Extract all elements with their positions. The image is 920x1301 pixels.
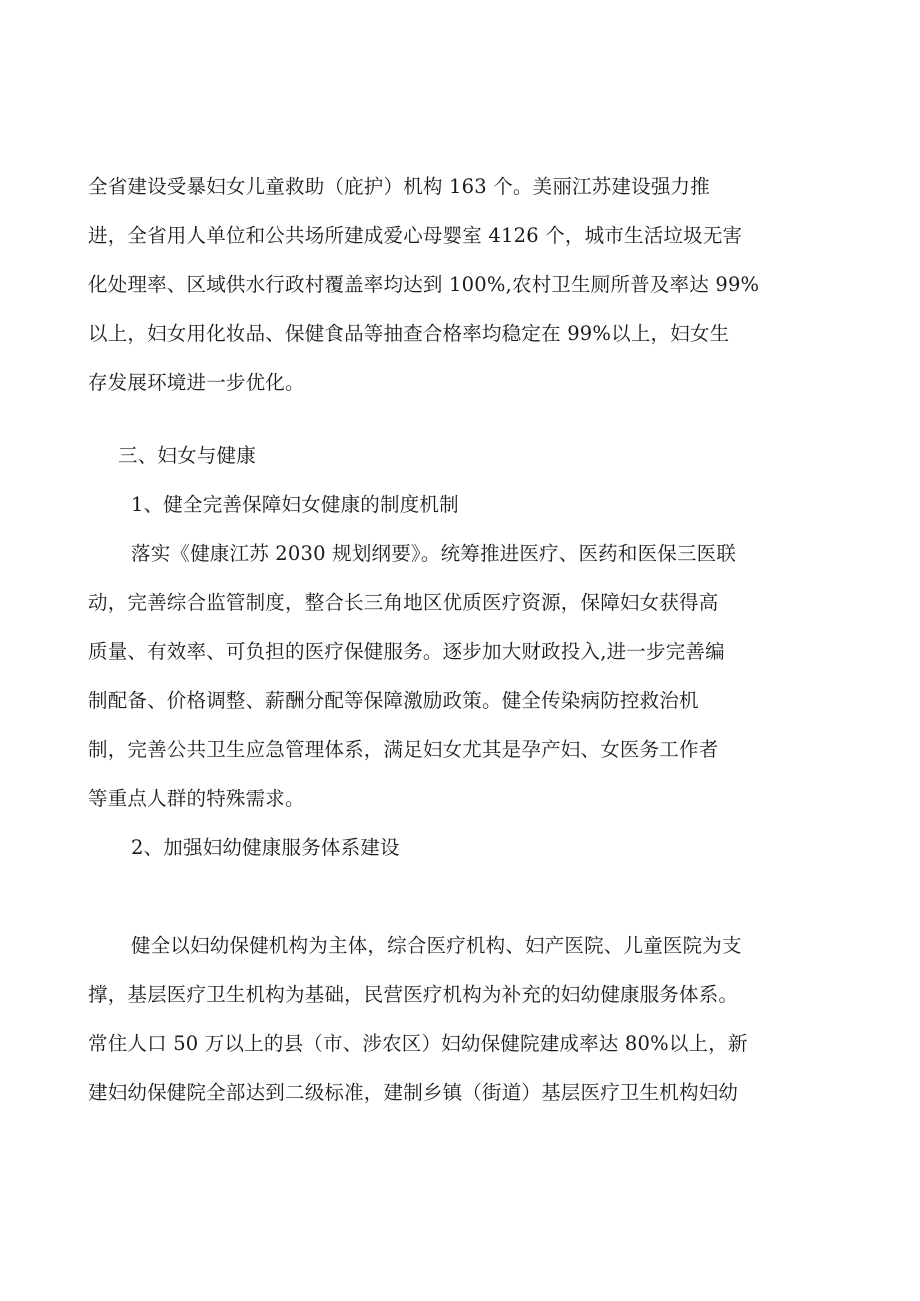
paragraph-line: 制配备、价格调整、薪酬分配等保障激励政策。健全传染病防控救治机 (88, 689, 699, 712)
paragraph-line: 动，完善综合监管制度，整合长三角地区优质医疗资源，保障妇女获得高 (88, 591, 719, 614)
paragraph-line: 常住人口 50 万以上的县（市、涉农区）妇幼保健院建成率达 80%以上，新 (88, 1032, 748, 1055)
paragraph-line: 等重点人群的特殊需求。 (88, 787, 305, 810)
paragraph-line: 全省建设受暴妇女儿童救助（庇护）机构 163 个。美丽江苏建设强力推 (88, 175, 710, 198)
paragraph-line: 健全以妇幼保健机构为主体，综合医疗机构、妇产医院、儿童医院为支 (131, 934, 742, 957)
paragraph-line: 落实《健康江苏 2030 规划纲要》。统筹推进医疗、医药和医保三医联 (131, 542, 737, 565)
paragraph-line: 制，完善公共卫生应急管理体系，满足妇女尤其是孕产妇、女医务工作者 (88, 738, 719, 761)
subsection-heading: 2、加强妇幼健康服务体系建设 (131, 836, 400, 859)
paragraph-line: 建妇幼保健院全部达到二级标准，建制乡镇（街道）基层医疗卫生机构妇幼 (88, 1081, 739, 1104)
paragraph-line: 化处理率、区域供水行政村覆盖率均达到 100%,农村卫生厕所普及率达 99% (88, 273, 760, 296)
section-heading: 三、妇女与健康 (118, 444, 256, 467)
paragraph-line: 进，全省用人单位和公共场所建成爱心母婴室 4126 个，城市生活垃圾无害 (88, 224, 743, 247)
subsection-heading: 1、健全完善保障妇女健康的制度机制 (131, 493, 459, 516)
paragraph-line: 撑，基层医疗卫生机构为基础，民营医疗机构为补充的妇幼健康服务体系。 (88, 983, 739, 1006)
paragraph-line: 存发展环境进一步优化。 (88, 371, 305, 394)
paragraph-line: 以上，妇女用化妆品、保健食品等抽查合格率均稳定在 99%以上，妇女生 (88, 322, 730, 345)
paragraph-line: 质量、有效率、可负担的医疗保健服务。逐步加大财政投入,进一步完善编 (88, 640, 725, 663)
